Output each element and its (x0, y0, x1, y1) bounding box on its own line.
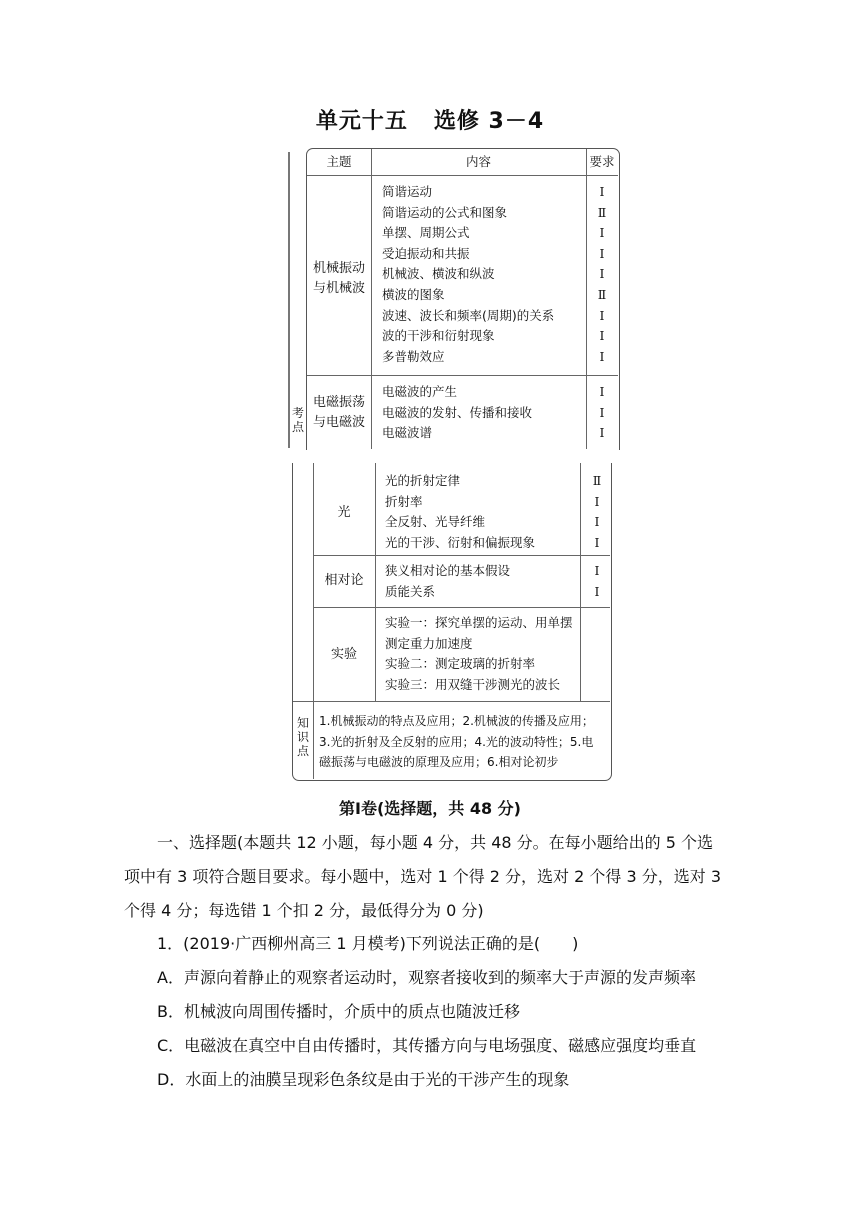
item-list (382, 382, 532, 444)
instructions-line-2: 项中有 3 项符合题目要求。每小题中，选对 1 个得 2 分，选对 2 个得 3 分，选对 3 (124, 867, 722, 886)
content-item: 光的折射定律 (385, 473, 461, 488)
header-content: 内容 (465, 154, 491, 169)
content-item: 光的干涉、衍射和偏振现象 (385, 534, 536, 550)
content-item: 全反射、光导纤维 (385, 514, 486, 530)
topic-mechanical: 机械振动 与机械波 (312, 261, 365, 296)
page-title (0, 104, 860, 135)
requirement-level: Ⅰ (599, 266, 605, 282)
kaodian-label: 考点 (291, 406, 304, 434)
title-sub: 选修 3－4 (433, 109, 545, 134)
content-item: 电磁波的产生 (382, 384, 458, 399)
requirement-level: Ⅰ (599, 348, 605, 364)
requirement-level: Ⅰ (594, 563, 600, 578)
topic-relativity: 相对论 (324, 573, 364, 588)
knowledge-label: 知识点 (296, 716, 309, 758)
syllabus-table-bottom (292, 463, 612, 781)
section-heading: 第Ⅰ卷(选择题，共 48 分) (339, 799, 521, 818)
option-d[interactable]: D．水面上的油膜呈现彩色条纹是由于光的干涉产生的现象 (157, 1070, 570, 1089)
requirement-level: Ⅰ (599, 307, 605, 323)
content-item: 折射率 (385, 493, 423, 509)
content-item: 单摆、周期公式 (382, 225, 470, 241)
content-item: 测定重力加速度 (385, 635, 473, 651)
header-requirement: 要求 (589, 154, 615, 169)
content-item: 电磁波的发射、传播和接收 (382, 404, 533, 420)
content-item: 实验二：测定玻璃的折射率 (385, 656, 536, 672)
requirement-level: Ⅰ (599, 404, 605, 420)
syllabus-table-top (288, 148, 620, 450)
item-list (385, 613, 573, 695)
content-item: 简谐运动 (382, 184, 433, 199)
knowledge-points: 1.机械振动的特点及应用；2.机械波的传播及应用； 3.光的折射及全反射的应用；4.光的波动特性；5.电 磁振荡与电磁波的原理及应用；6.相对论初步 (319, 714, 594, 769)
question-stem: 1．(2019·广西柳州高三 1 月模考)下列说法正确的是( ) (157, 934, 579, 953)
topic-electromagnetic: 电磁振荡 与电磁波 (312, 395, 365, 430)
content-item: 质能关系 (385, 583, 436, 599)
requirement-level: Ⅰ (594, 534, 600, 550)
topic-experiment: 实验 (330, 647, 357, 662)
requirement-list (587, 182, 617, 367)
content-item: 波速、波长和频率(周期)的关系 (382, 307, 555, 323)
item-list (382, 182, 554, 367)
content-item: 横波的图象 (382, 286, 445, 302)
requirement-list (587, 382, 617, 444)
option-c[interactable]: C．电磁波在真空中自由传播时，其传播方向与电场强度、磁感应强度均垂直 (157, 1036, 697, 1055)
content-item: 波的干涉和衍射现象 (382, 328, 495, 344)
option-a[interactable]: A．声源向着静止的观察者运动时，观察者接收到的频率大于声源的发声频率 (157, 968, 696, 987)
item-list (385, 471, 535, 553)
content-item: 简谐运动的公式和图象 (382, 204, 508, 220)
content-item: 机械波、横波和纵波 (382, 266, 495, 282)
requirement-level: Ⅰ (599, 328, 605, 344)
requirement-level: Ⅱ (592, 473, 602, 488)
content-item: 实验一：探究单摆的运动、用单摆 (385, 615, 573, 630)
content-item: 多普勒效应 (382, 348, 445, 364)
content-item: 狭义相对论的基本假设 (385, 563, 511, 578)
title-main: 单元十五 (315, 109, 408, 134)
option-b[interactable]: B．机械波向周围传播时，介质中的质点也随波迁移 (157, 1002, 520, 1021)
requirement-level: Ⅰ (594, 514, 600, 530)
requirement-list (582, 471, 612, 553)
requirement-level: Ⅰ (599, 384, 605, 399)
instructions-line-1: 一、选择题(本题共 12 小题，每小题 4 分，共 48 分。在每小题给出的 5 个选 (157, 833, 714, 852)
content-item: 实验三：用双缝干涉测光的波长 (385, 676, 561, 692)
requirement-level: Ⅰ (594, 583, 600, 599)
requirement-level: Ⅰ (599, 225, 605, 241)
header-topic: 主题 (326, 154, 352, 169)
content-item: 电磁波谱 (382, 425, 433, 441)
requirement-level: Ⅰ (594, 493, 600, 509)
item-list (385, 561, 510, 602)
requirement-list (582, 561, 612, 602)
requirement-level: Ⅰ (599, 425, 605, 441)
requirement-level: Ⅰ (599, 184, 605, 199)
content-item: 受迫振动和共振 (382, 245, 470, 261)
requirement-level: Ⅱ (597, 204, 607, 220)
topic-light: 光 (337, 505, 351, 520)
instructions-line-3: 个得 4 分；每选错 1 个扣 2 分，最低得分为 0 分) (124, 901, 484, 920)
requirement-level: Ⅱ (597, 286, 607, 302)
requirement-level: Ⅰ (599, 245, 605, 261)
